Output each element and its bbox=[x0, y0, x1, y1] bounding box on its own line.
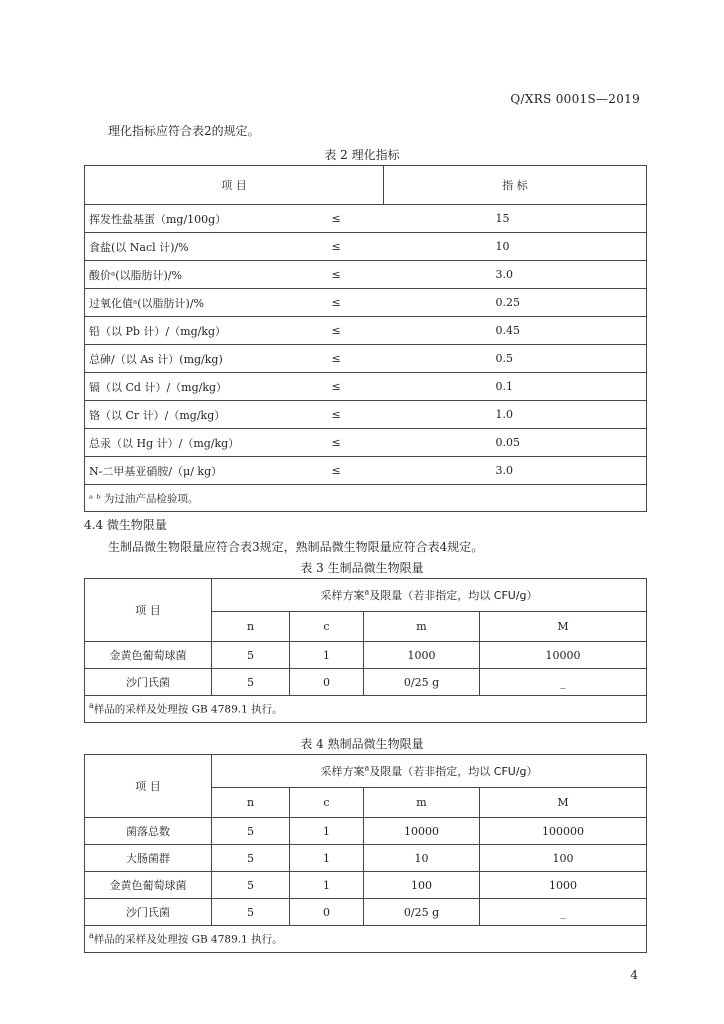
table-row bbox=[85, 345, 647, 373]
cell-M-upper: _ bbox=[480, 669, 647, 696]
item-name: 铅（以 Pb 计）/（mg/kg） bbox=[85, 317, 332, 345]
cell-m: 0/25 g bbox=[364, 899, 480, 926]
table2-caption: 表 2 理化指标 bbox=[324, 148, 400, 162]
table4-caption: 表 4 熟制品微生物限量 bbox=[300, 737, 424, 751]
comparison-operator: ≤ bbox=[332, 233, 384, 261]
table-row bbox=[85, 457, 647, 485]
table3-note: $^a$样品的采样及处理按 GB 4789.1 执行。 bbox=[85, 696, 647, 723]
subheader-n: n bbox=[212, 612, 290, 642]
table-row bbox=[85, 373, 647, 401]
table2-note-row bbox=[85, 485, 647, 512]
cell-M-upper: 100000 bbox=[480, 818, 647, 845]
subheader-m: m bbox=[364, 612, 480, 642]
table-row bbox=[85, 872, 647, 899]
organism-name: 菌落总数 bbox=[85, 818, 212, 845]
limit-value: 0.25 bbox=[384, 289, 647, 317]
comparison-operator: ≤ bbox=[332, 261, 384, 289]
cell-M-upper: 10000 bbox=[480, 642, 647, 669]
cell-n: 5 bbox=[212, 669, 290, 696]
comparison-operator: ≤ bbox=[332, 205, 384, 233]
cell-n: 5 bbox=[212, 872, 290, 899]
cell-m: 10000 bbox=[364, 818, 480, 845]
cell-M-upper: _ bbox=[480, 899, 647, 926]
comparison-operator: ≤ bbox=[332, 317, 384, 345]
limit-value: 1.0 bbox=[384, 401, 647, 429]
cell-n: 5 bbox=[212, 845, 290, 872]
table-row bbox=[85, 845, 647, 872]
table-row bbox=[85, 669, 647, 696]
comparison-operator: ≤ bbox=[332, 457, 384, 485]
limit-value: 3.0 bbox=[384, 457, 647, 485]
cell-m: 1000 bbox=[364, 642, 480, 669]
table-row bbox=[85, 429, 647, 457]
cell-c: 1 bbox=[290, 642, 364, 669]
table2-col-item: 项 目 bbox=[85, 166, 384, 205]
cell-c: 1 bbox=[290, 818, 364, 845]
item-name: 过氧化值ᵃ(以脂肪计)/% bbox=[85, 289, 332, 317]
comparison-operator: ≤ bbox=[332, 401, 384, 429]
table-row bbox=[85, 233, 647, 261]
limit-value: 0.45 bbox=[384, 317, 647, 345]
cell-n: 5 bbox=[212, 642, 290, 669]
cell-m: 0/25 g bbox=[364, 669, 480, 696]
subheader-c: c bbox=[290, 788, 364, 818]
table-row bbox=[85, 401, 647, 429]
cell-c: 1 bbox=[290, 872, 364, 899]
cell-c: 0 bbox=[290, 669, 364, 696]
cooked-product-micro-table bbox=[84, 754, 647, 953]
organism-name: 大肠菌群 bbox=[85, 845, 212, 872]
limit-value: 15 bbox=[384, 205, 647, 233]
physicochemical-table bbox=[84, 165, 647, 512]
comparison-operator: ≤ bbox=[332, 373, 384, 401]
organism-name: 金黄色葡萄球菌 bbox=[85, 872, 212, 899]
organism-name: 金黄色葡萄球菌 bbox=[85, 642, 212, 669]
table-row bbox=[85, 261, 647, 289]
limit-value: 0.5 bbox=[384, 345, 647, 373]
table2-note: ᵃ ᵇ 为过油产品检验项。 bbox=[85, 485, 647, 512]
section-text: 生制品微生物限量应符合表3规定，熟制品微生物限量应符合表4规定。 bbox=[108, 540, 484, 554]
table3-caption: 表 3 生制品微生物限量 bbox=[300, 561, 424, 575]
table3-plan-header: 采样方案$^a$及限量（若非指定，均以 CFU/g） bbox=[212, 579, 647, 612]
item-name: 食盐(以 Nacl 计)/% bbox=[85, 233, 332, 261]
organism-name: 沙门氏菌 bbox=[85, 669, 212, 696]
intro-text: 理化指标应符合表2的规定。 bbox=[108, 124, 260, 138]
cell-c: 1 bbox=[290, 845, 364, 872]
comparison-operator: ≤ bbox=[332, 429, 384, 457]
cell-c: 0 bbox=[290, 899, 364, 926]
table4-note: $^a$样品的采样及处理按 GB 4789.1 执行。 bbox=[85, 926, 647, 953]
limit-value: 3.0 bbox=[384, 261, 647, 289]
item-name: 总汞（以 Hg 计）/（mg/kg） bbox=[85, 429, 332, 457]
table-row bbox=[85, 818, 647, 845]
table4-col-item: 项 目 bbox=[85, 755, 212, 818]
item-name: 铬（以 Cr 计）/（mg/kg） bbox=[85, 401, 332, 429]
cell-n: 5 bbox=[212, 818, 290, 845]
table-row bbox=[85, 205, 647, 233]
subheader-c: c bbox=[290, 612, 364, 642]
page-number: 4 bbox=[630, 968, 638, 982]
comparison-operator: ≤ bbox=[332, 289, 384, 317]
organism-name: 沙门氏菌 bbox=[85, 899, 212, 926]
table-row bbox=[85, 899, 647, 926]
cell-n: 5 bbox=[212, 899, 290, 926]
table2-col-index: 指 标 bbox=[384, 166, 647, 205]
item-name: N-二甲基亚硝胺/（μ/ kg） bbox=[85, 457, 332, 485]
subheader-M-upper: M bbox=[480, 788, 647, 818]
item-name: 挥发性盐基蛋（mg/100g） bbox=[85, 205, 332, 233]
table-row bbox=[85, 642, 647, 669]
raw-product-micro-table bbox=[84, 578, 647, 723]
section-heading: 4.4 微生物限量 bbox=[84, 518, 167, 532]
comparison-operator: ≤ bbox=[332, 345, 384, 373]
table-row bbox=[85, 289, 647, 317]
item-name: 总砷/（以 As 计）(mg/kg) bbox=[85, 345, 332, 373]
cell-m: 10 bbox=[364, 845, 480, 872]
table4-plan-header: 采样方案$^a$及限量（若非指定，均以 CFU/g） bbox=[212, 755, 647, 788]
table2-header-row bbox=[85, 166, 647, 205]
subheader-m: m bbox=[364, 788, 480, 818]
subheader-M-upper: M bbox=[480, 612, 647, 642]
limit-value: 0.1 bbox=[384, 373, 647, 401]
item-name: 酸价ᵃ(以脂肪计)/% bbox=[85, 261, 332, 289]
table3-col-item: 项 目 bbox=[85, 579, 212, 642]
limit-value: 10 bbox=[384, 233, 647, 261]
cell-M-upper: 100 bbox=[480, 845, 647, 872]
standard-code: Q/XRS 0001S—2019 bbox=[510, 92, 640, 106]
item-name: 镉（以 Cd 计）/（mg/kg） bbox=[85, 373, 332, 401]
limit-value: 0.05 bbox=[384, 429, 647, 457]
table-row bbox=[85, 317, 647, 345]
cell-M-upper: 1000 bbox=[480, 872, 647, 899]
subheader-n: n bbox=[212, 788, 290, 818]
cell-m: 100 bbox=[364, 872, 480, 899]
